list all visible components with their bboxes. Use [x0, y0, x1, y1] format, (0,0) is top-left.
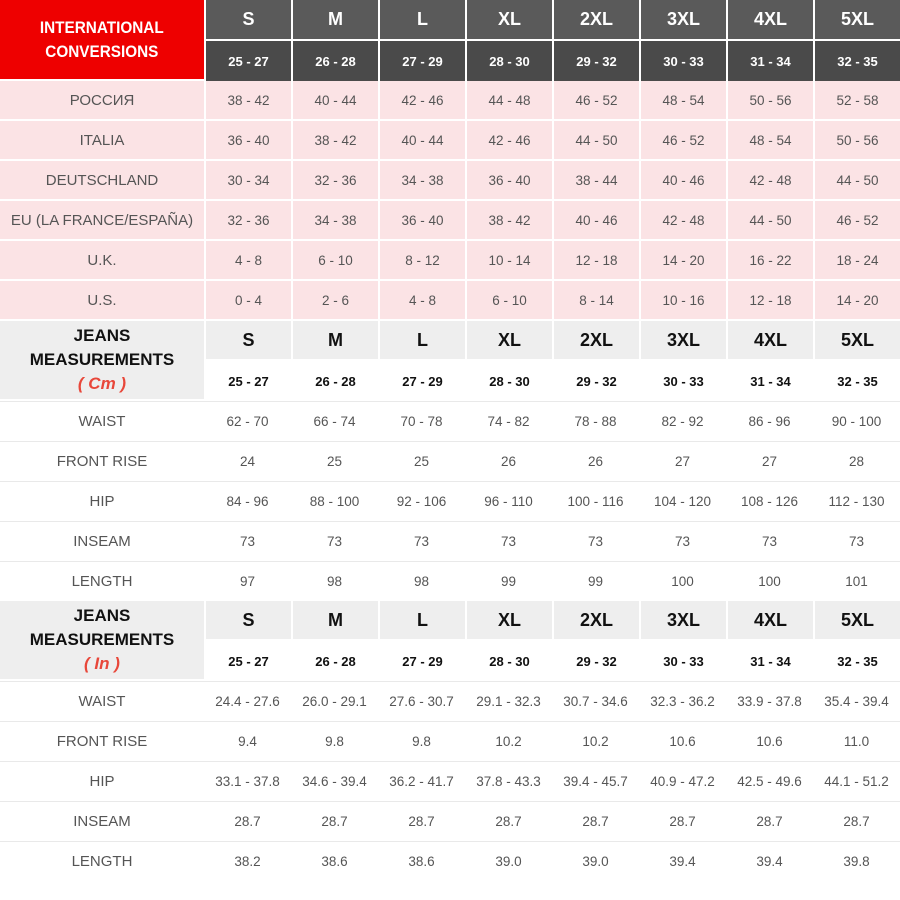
measurement-value: 39.4: [639, 841, 726, 881]
conversion-value: 48 - 54: [726, 121, 813, 161]
size-label: XL: [465, 601, 552, 641]
size-label: 3XL: [639, 601, 726, 641]
measurement-label: WAIST: [0, 681, 204, 721]
measurement-value: 35.4 - 39.4: [813, 681, 900, 721]
measurement-value: 66 - 74: [291, 401, 378, 441]
country-label: EU (LA FRANCE/ESPAÑA): [0, 201, 204, 241]
measurement-value: 36.2 - 41.7: [378, 761, 465, 801]
measurement-value: 24.4 - 27.6: [204, 681, 291, 721]
measurement-value: 108 - 126: [726, 481, 813, 521]
country-label: U.K.: [0, 241, 204, 281]
measurement-value: 37.8 - 43.3: [465, 761, 552, 801]
measurement-row: [0, 441, 900, 481]
conversion-value: 6 - 10: [291, 241, 378, 281]
measurement-value: 30.7 - 34.6: [552, 681, 639, 721]
conversion-value: 6 - 10: [465, 281, 552, 321]
measurement-value: 28.7: [204, 801, 291, 841]
conversion-value: 38 - 42: [204, 81, 291, 121]
measurement-value: 24: [204, 441, 291, 481]
size-label: M: [291, 0, 378, 41]
conversion-value: 44 - 50: [813, 161, 900, 201]
measurement-label: FRONT RISE: [0, 721, 204, 761]
size-label: S: [204, 321, 291, 361]
intl-title-block: [0, 0, 204, 81]
measurement-value: 33.9 - 37.8: [726, 681, 813, 721]
measurement-label: LENGTH: [0, 561, 204, 601]
size-label: S: [204, 0, 291, 41]
conversion-value: 8 - 12: [378, 241, 465, 281]
size-range: 28 - 30: [465, 641, 552, 681]
measurement-value: 28.7: [291, 801, 378, 841]
size-range: 29 - 32: [552, 41, 639, 81]
intl-title-line2: CONVERSIONS: [45, 40, 158, 64]
measurement-value: 73: [639, 521, 726, 561]
measurement-value: 27: [639, 441, 726, 481]
measurement-value: 10.2: [465, 721, 552, 761]
country-label: ITALIA: [0, 121, 204, 161]
measurement-value: 101: [813, 561, 900, 601]
measurement-value: 28: [813, 441, 900, 481]
measurement-value: 38.6: [291, 841, 378, 881]
measurement-row: [0, 481, 900, 521]
measurement-value: 44.1 - 51.2: [813, 761, 900, 801]
conversion-value: 32 - 36: [204, 201, 291, 241]
conversion-row: [0, 161, 900, 201]
conversion-row: [0, 81, 900, 121]
conversion-value: 10 - 16: [639, 281, 726, 321]
measurement-label: LENGTH: [0, 841, 204, 881]
measurement-row: [0, 801, 900, 841]
measurement-value: 28.7: [813, 801, 900, 841]
size-label: 4XL: [726, 0, 813, 41]
conversion-value: 32 - 36: [291, 161, 378, 201]
size-label: S: [204, 601, 291, 641]
conversion-value: 44 - 48: [465, 81, 552, 121]
jeans-cm-unit-label: ( Cm ): [77, 374, 127, 393]
measurement-value: 70 - 78: [378, 401, 465, 441]
measurement-value: 28.7: [726, 801, 813, 841]
size-range: 28 - 30: [465, 361, 552, 401]
measurement-value: 90 - 100: [813, 401, 900, 441]
measurement-value: 25: [378, 441, 465, 481]
country-label: РОССИЯ: [0, 81, 204, 121]
country-label: U.S.: [0, 281, 204, 321]
jeans-in-title-block: [0, 601, 204, 681]
size-label: M: [291, 601, 378, 641]
conversion-value: 42 - 46: [465, 121, 552, 161]
size-range: 30 - 33: [639, 41, 726, 81]
conversion-value: 18 - 24: [813, 241, 900, 281]
conversion-value: 40 - 46: [639, 161, 726, 201]
size-label: 2XL: [552, 321, 639, 361]
size-label: 3XL: [639, 321, 726, 361]
conversion-value: 40 - 46: [552, 201, 639, 241]
measurement-value: 88 - 100: [291, 481, 378, 521]
measurement-value: 42.5 - 49.6: [726, 761, 813, 801]
size-label: L: [378, 601, 465, 641]
conversion-value: 42 - 46: [378, 81, 465, 121]
measurement-row: [0, 561, 900, 601]
conversion-row: [0, 241, 900, 281]
jeans-in-title-line2: MEASUREMENTS: [29, 630, 175, 649]
conversion-value: 2 - 6: [291, 281, 378, 321]
measurement-value: 104 - 120: [639, 481, 726, 521]
measurement-value: 33.1 - 37.8: [204, 761, 291, 801]
jeans-cm-title-block: [0, 321, 204, 401]
measurement-label: HIP: [0, 761, 204, 801]
size-range: 29 - 32: [552, 641, 639, 681]
conversion-value: 48 - 54: [639, 81, 726, 121]
measurement-value: 96 - 110: [465, 481, 552, 521]
size-label: 3XL: [639, 0, 726, 41]
size-range: 25 - 27: [204, 41, 291, 81]
size-label: L: [378, 321, 465, 361]
measurement-value: 62 - 70: [204, 401, 291, 441]
conversion-value: 40 - 44: [291, 81, 378, 121]
measurement-value: 38.6: [378, 841, 465, 881]
measurement-value: 28.7: [552, 801, 639, 841]
conversion-value: 44 - 50: [726, 201, 813, 241]
measurement-value: 98: [291, 561, 378, 601]
conversion-value: 50 - 56: [726, 81, 813, 121]
size-label: 5XL: [813, 601, 900, 641]
size-label: 4XL: [726, 601, 813, 641]
size-range: 31 - 34: [726, 641, 813, 681]
size-range: 32 - 35: [813, 641, 900, 681]
size-label: L: [378, 0, 465, 41]
conversion-value: 34 - 38: [291, 201, 378, 241]
size-range: 29 - 32: [552, 361, 639, 401]
jeans-in-unit-label: ( In ): [84, 654, 120, 673]
conversion-value: 46 - 52: [639, 121, 726, 161]
conversion-value: 46 - 52: [813, 201, 900, 241]
conversion-row: [0, 121, 900, 161]
measurement-value: 86 - 96: [726, 401, 813, 441]
measurement-value: 38.2: [204, 841, 291, 881]
jeans-in-size-header-row: [0, 601, 900, 641]
measurement-value: 112 - 130: [813, 481, 900, 521]
jeans-in-title-line1: JEANS: [73, 606, 131, 625]
jeans-cm-title-line2: MEASUREMENTS: [29, 350, 175, 369]
country-label: DEUTSCHLAND: [0, 161, 204, 201]
size-range: 32 - 35: [813, 361, 900, 401]
measurement-value: 26: [465, 441, 552, 481]
conversion-value: 36 - 40: [465, 161, 552, 201]
measurement-value: 32.3 - 36.2: [639, 681, 726, 721]
measurement-value: 97: [204, 561, 291, 601]
size-range: 26 - 28: [291, 361, 378, 401]
jeans-cm-size-header-row: [0, 321, 900, 361]
size-range: 28 - 30: [465, 41, 552, 81]
measurement-value: 92 - 106: [378, 481, 465, 521]
conversion-value: 46 - 52: [552, 81, 639, 121]
measurement-label: INSEAM: [0, 801, 204, 841]
conversion-row: [0, 281, 900, 321]
size-range: 30 - 33: [639, 641, 726, 681]
measurement-value: 73: [465, 521, 552, 561]
size-range: 25 - 27: [204, 361, 291, 401]
measurement-value: 28.7: [465, 801, 552, 841]
size-range: 27 - 29: [378, 41, 465, 81]
conversion-row: [0, 201, 900, 241]
size-label: XL: [465, 0, 552, 41]
measurement-value: 27.6 - 30.7: [378, 681, 465, 721]
measurement-value: 39.4: [726, 841, 813, 881]
size-range: 31 - 34: [726, 361, 813, 401]
measurement-value: 34.6 - 39.4: [291, 761, 378, 801]
measurement-value: 78 - 88: [552, 401, 639, 441]
size-range: 32 - 35: [813, 41, 900, 81]
measurement-value: 39.0: [465, 841, 552, 881]
measurement-value: 9.8: [291, 721, 378, 761]
measurement-value: 73: [813, 521, 900, 561]
measurement-label: INSEAM: [0, 521, 204, 561]
intl-title-line1: INTERNATIONAL: [40, 16, 164, 40]
measurement-value: 82 - 92: [639, 401, 726, 441]
conversion-value: 38 - 44: [552, 161, 639, 201]
measurement-value: 10.6: [726, 721, 813, 761]
size-range: 27 - 29: [378, 361, 465, 401]
size-range: 26 - 28: [291, 641, 378, 681]
conversion-value: 16 - 22: [726, 241, 813, 281]
measurement-row: [0, 681, 900, 721]
conversion-value: 42 - 48: [639, 201, 726, 241]
measurement-row: [0, 841, 900, 881]
conversion-value: 36 - 40: [378, 201, 465, 241]
measurement-value: 99: [552, 561, 639, 601]
measurement-value: 39.0: [552, 841, 639, 881]
conversion-value: 52 - 58: [813, 81, 900, 121]
conversion-value: 36 - 40: [204, 121, 291, 161]
measurement-value: 39.4 - 45.7: [552, 761, 639, 801]
conversion-value: 50 - 56: [813, 121, 900, 161]
measurement-value: 26: [552, 441, 639, 481]
measurement-value: 29.1 - 32.3: [465, 681, 552, 721]
measurement-value: 28.7: [378, 801, 465, 841]
measurement-label: FRONT RISE: [0, 441, 204, 481]
measurement-row: [0, 761, 900, 801]
measurement-label: HIP: [0, 481, 204, 521]
size-label: M: [291, 321, 378, 361]
measurement-label: WAIST: [0, 401, 204, 441]
conversion-value: 42 - 48: [726, 161, 813, 201]
measurement-value: 100: [726, 561, 813, 601]
measurement-value: 27: [726, 441, 813, 481]
size-label: 5XL: [813, 0, 900, 41]
conversion-value: 14 - 20: [639, 241, 726, 281]
measurement-value: 84 - 96: [204, 481, 291, 521]
size-range: 26 - 28: [291, 41, 378, 81]
size-label: 4XL: [726, 321, 813, 361]
conversion-value: 30 - 34: [204, 161, 291, 201]
measurement-value: 73: [291, 521, 378, 561]
measurement-value: 73: [552, 521, 639, 561]
measurement-value: 39.8: [813, 841, 900, 881]
measurement-value: 10.2: [552, 721, 639, 761]
conversion-value: 34 - 38: [378, 161, 465, 201]
measurement-row: [0, 521, 900, 561]
measurement-value: 10.6: [639, 721, 726, 761]
conversion-value: 38 - 42: [291, 121, 378, 161]
conversion-value: 4 - 8: [378, 281, 465, 321]
size-range: 31 - 34: [726, 41, 813, 81]
size-range: 25 - 27: [204, 641, 291, 681]
conversion-value: 8 - 14: [552, 281, 639, 321]
conversion-value: 4 - 8: [204, 241, 291, 281]
measurement-value: 25: [291, 441, 378, 481]
measurement-value: 100 - 116: [552, 481, 639, 521]
measurement-row: [0, 721, 900, 761]
measurement-value: 26.0 - 29.1: [291, 681, 378, 721]
conversion-value: 14 - 20: [813, 281, 900, 321]
measurement-value: 73: [726, 521, 813, 561]
measurement-value: 73: [204, 521, 291, 561]
measurement-value: 99: [465, 561, 552, 601]
measurement-value: 9.8: [378, 721, 465, 761]
measurement-row: [0, 401, 900, 441]
size-label: 2XL: [552, 0, 639, 41]
measurement-value: 98: [378, 561, 465, 601]
measurement-value: 74 - 82: [465, 401, 552, 441]
conversion-value: 40 - 44: [378, 121, 465, 161]
size-label: XL: [465, 321, 552, 361]
conversion-value: 0 - 4: [204, 281, 291, 321]
size-range: 27 - 29: [378, 641, 465, 681]
conversion-value: 10 - 14: [465, 241, 552, 281]
measurement-value: 28.7: [639, 801, 726, 841]
conversion-value: 12 - 18: [552, 241, 639, 281]
measurement-value: 73: [378, 521, 465, 561]
measurement-value: 40.9 - 47.2: [639, 761, 726, 801]
conversion-value: 44 - 50: [552, 121, 639, 161]
measurement-value: 11.0: [813, 721, 900, 761]
conversion-value: 38 - 42: [465, 201, 552, 241]
measurement-value: 9.4: [204, 721, 291, 761]
size-label: 2XL: [552, 601, 639, 641]
size-label: 5XL: [813, 321, 900, 361]
jeans-cm-title-line1: JEANS: [73, 326, 131, 345]
size-range: 30 - 33: [639, 361, 726, 401]
measurement-value: 100: [639, 561, 726, 601]
conversion-value: 12 - 18: [726, 281, 813, 321]
intl-size-header-row: [0, 0, 900, 41]
